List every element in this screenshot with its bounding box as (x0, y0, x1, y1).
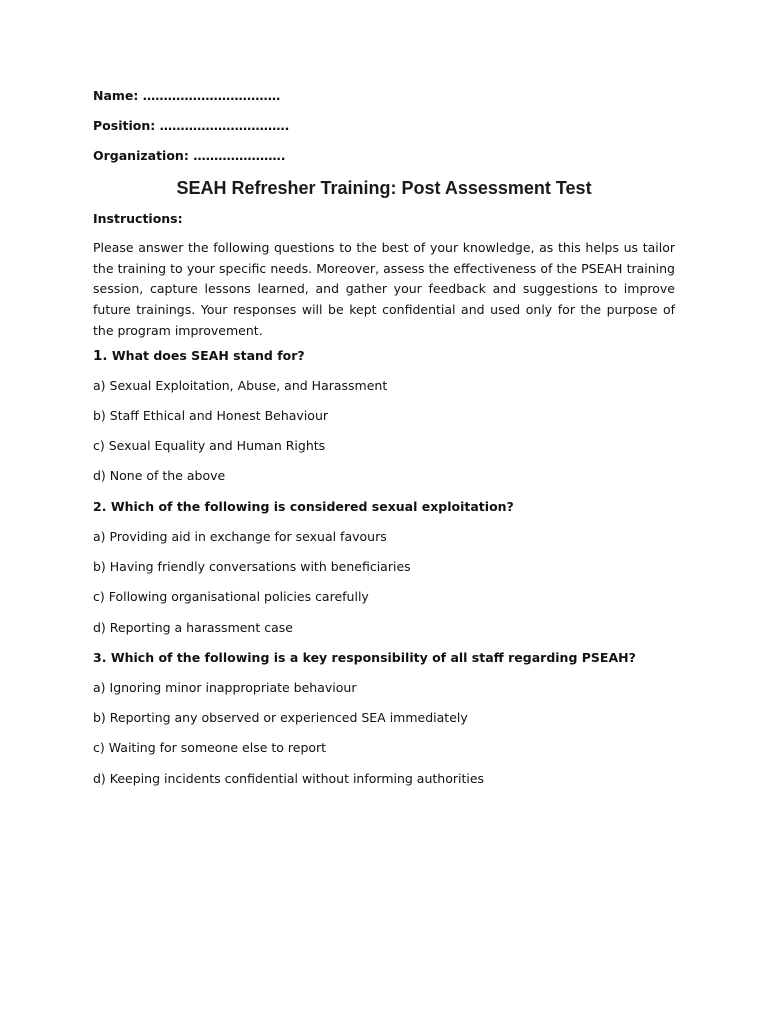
question-number: 2. (93, 498, 107, 514)
question-3 (93, 648, 675, 678)
question-2-option-c: c) Following organisational policies carefully (93, 589, 369, 605)
question-1-option-d: d) None of the above (93, 468, 226, 484)
question-1-option-c: c) Sexual Equality and Human Rights (93, 438, 326, 454)
question-2-option-a: a) Providing aid in exchange for sexual favours (93, 528, 387, 544)
position-blank: …………………………. (159, 118, 290, 133)
position-label: Position: (93, 118, 156, 133)
instructions-text: Please answer the following questions to the best of your knowledge, as this helps us tailor the training to your specific needs. Moreover, assess the effectiveness of the PSEAH training session, capture lessons learned, and gather your feedback and suggestions to improve future trainings. Your responses will be kept confidential and used only for the purpose of the program improvement. (93, 240, 675, 338)
name-label: Name: (93, 88, 139, 103)
question-3-option-b: b) Reporting any observed or experienced SEA immediately (93, 710, 468, 726)
organization-blank: …………………. (193, 148, 286, 163)
position-field (93, 116, 675, 146)
name-field (93, 86, 675, 116)
question-1-option-a: a) Sexual Exploitation, Abuse, and Harassment (93, 377, 388, 393)
question-2-option-b: b) Having friendly conversations with beneficiaries (93, 559, 411, 574)
question-3-option-c: c) Waiting for someone else to report (93, 740, 327, 756)
instructions-label: Instructions: (93, 211, 183, 226)
document-page (93, 86, 675, 799)
question-1 (93, 346, 675, 376)
organization-field (93, 146, 675, 176)
organization-label: Organization: (93, 148, 189, 163)
question-2-option-d: d) Reporting a harassment case (93, 619, 293, 635)
question-2 (93, 497, 675, 527)
question-number: 3. (93, 649, 107, 665)
question-3-option-d: d) Keeping incidents confidential without informing authorities (93, 770, 485, 786)
question-text: What does SEAH stand for? (111, 347, 305, 363)
question-1-option-b: b) Staff Ethical and Honest Behaviour (93, 407, 329, 423)
question-text: Which of the following is a key responsibility of all staff regarding PSEAH? (110, 649, 636, 665)
name-blank: …………………………… (142, 88, 281, 103)
question-number: 1. (93, 347, 108, 364)
page-title: SEAH Refresher Training: Post Assessment Test (176, 178, 592, 198)
question-3-option-a: a) Ignoring minor inappropriate behaviour (93, 679, 357, 695)
question-text: Which of the following is considered sexual exploitation? (110, 498, 514, 514)
